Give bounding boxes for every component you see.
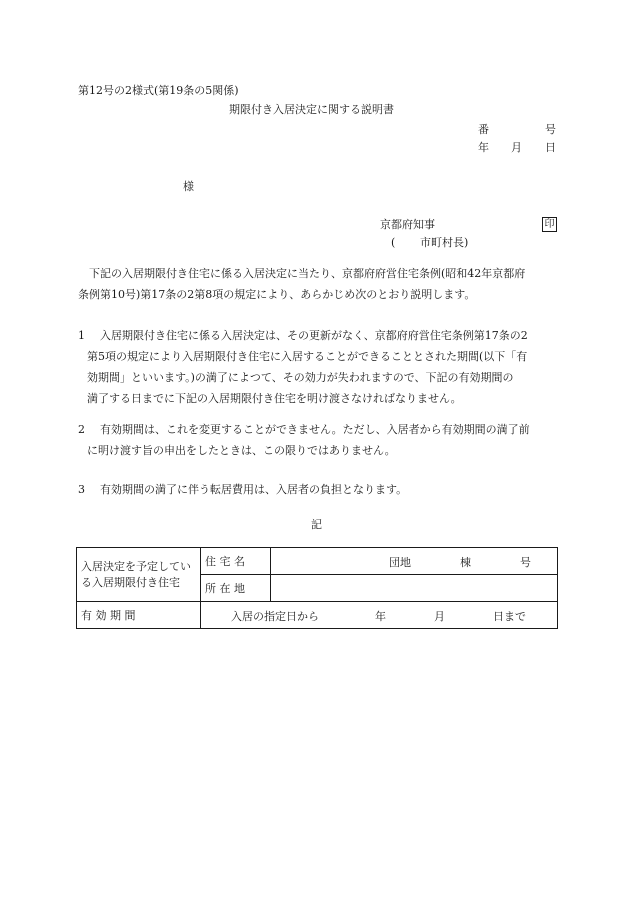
location-label: 所 在 地 xyxy=(205,582,245,595)
validity-until: 日まで xyxy=(493,610,526,623)
validity-from: 入居の指定日から xyxy=(231,610,319,623)
intro-paragraph xyxy=(78,263,525,305)
room-number-label: 号 xyxy=(520,556,531,569)
form-number: 第12号の2様式(第19条の5関係) xyxy=(78,84,239,97)
validity-label-cell xyxy=(77,602,201,629)
validity-value-cell xyxy=(201,602,558,629)
building-label: 棟 xyxy=(460,556,471,569)
housing-name-value-cell xyxy=(271,548,558,575)
number-suffix: 号 xyxy=(545,123,556,136)
item-line: 入居期限付き住宅に係る入居決定は、その更新がなく、京都府府営住宅条例第17条の2 xyxy=(100,329,528,342)
housing-header-cell: 入居決定を予定している入居期限付き住宅 xyxy=(77,548,201,602)
item-line: 第5項の規定により入居期限付き住宅に入居することができることとされた期間(以下「有 xyxy=(87,350,528,363)
date-month: 月 xyxy=(511,141,522,154)
item-number: 2 xyxy=(78,423,85,436)
housing-name-label-cell xyxy=(201,548,271,575)
item-1 xyxy=(78,325,528,409)
validity-label: 有 効 期 間 xyxy=(81,609,136,622)
seal-mark: 印 xyxy=(542,217,557,232)
intro-line: 下記の入居期限付き住宅に係る入居決定に当たり、京都府府営住宅条例(昭和42年京都府 xyxy=(89,267,526,280)
document-title: 期限付き入居決定に関する説明書 xyxy=(229,103,394,116)
danchi-label: 団地 xyxy=(389,556,411,569)
housing-name-label: 住 宅 名 xyxy=(205,555,245,568)
validity-month: 月 xyxy=(434,610,445,623)
issuer-name: 京都府知事 xyxy=(380,218,435,231)
number-label: 番 xyxy=(478,123,489,136)
item-number: 3 xyxy=(78,483,85,496)
validity-year: 年 xyxy=(375,610,386,623)
item-line: 有効期間は、これを変更することができません。ただし、入居者から有効期間の満了前 xyxy=(100,423,530,436)
addressee-honorific: 様 xyxy=(183,180,194,193)
table-row xyxy=(77,548,558,575)
date-year: 年 xyxy=(478,141,489,154)
item-line: 効期間」といいます。)の満了によつて、その効力が失われますので、下記の有効期間の xyxy=(87,371,514,384)
item-2 xyxy=(78,419,530,461)
item-number: 1 xyxy=(78,329,85,342)
item-line: 満了する日までに下記の入居期限付き住宅を明け渡さなければなりません。 xyxy=(87,392,462,405)
ki-marker: 記 xyxy=(311,518,322,531)
table-row xyxy=(77,602,558,629)
item-line: 有効期間の満了に伴う転居費用は、入居者の負担となります。 xyxy=(100,483,408,496)
item-3 xyxy=(78,479,407,500)
item-line: に明け渡す旨の申出をしたときは、この限りではありません。 xyxy=(87,444,396,457)
location-label-cell xyxy=(201,575,271,602)
issuer-alt-name: 市町村長) xyxy=(420,236,469,249)
intro-line: 条例第10号)第17条の2第8項の規定により、あらかじめ次のとおり説明します。 xyxy=(78,288,476,301)
location-value-cell xyxy=(271,575,558,602)
issuer-alt-open: ( xyxy=(391,236,396,249)
date-day: 日 xyxy=(545,141,556,154)
housing-info-table xyxy=(76,547,558,629)
